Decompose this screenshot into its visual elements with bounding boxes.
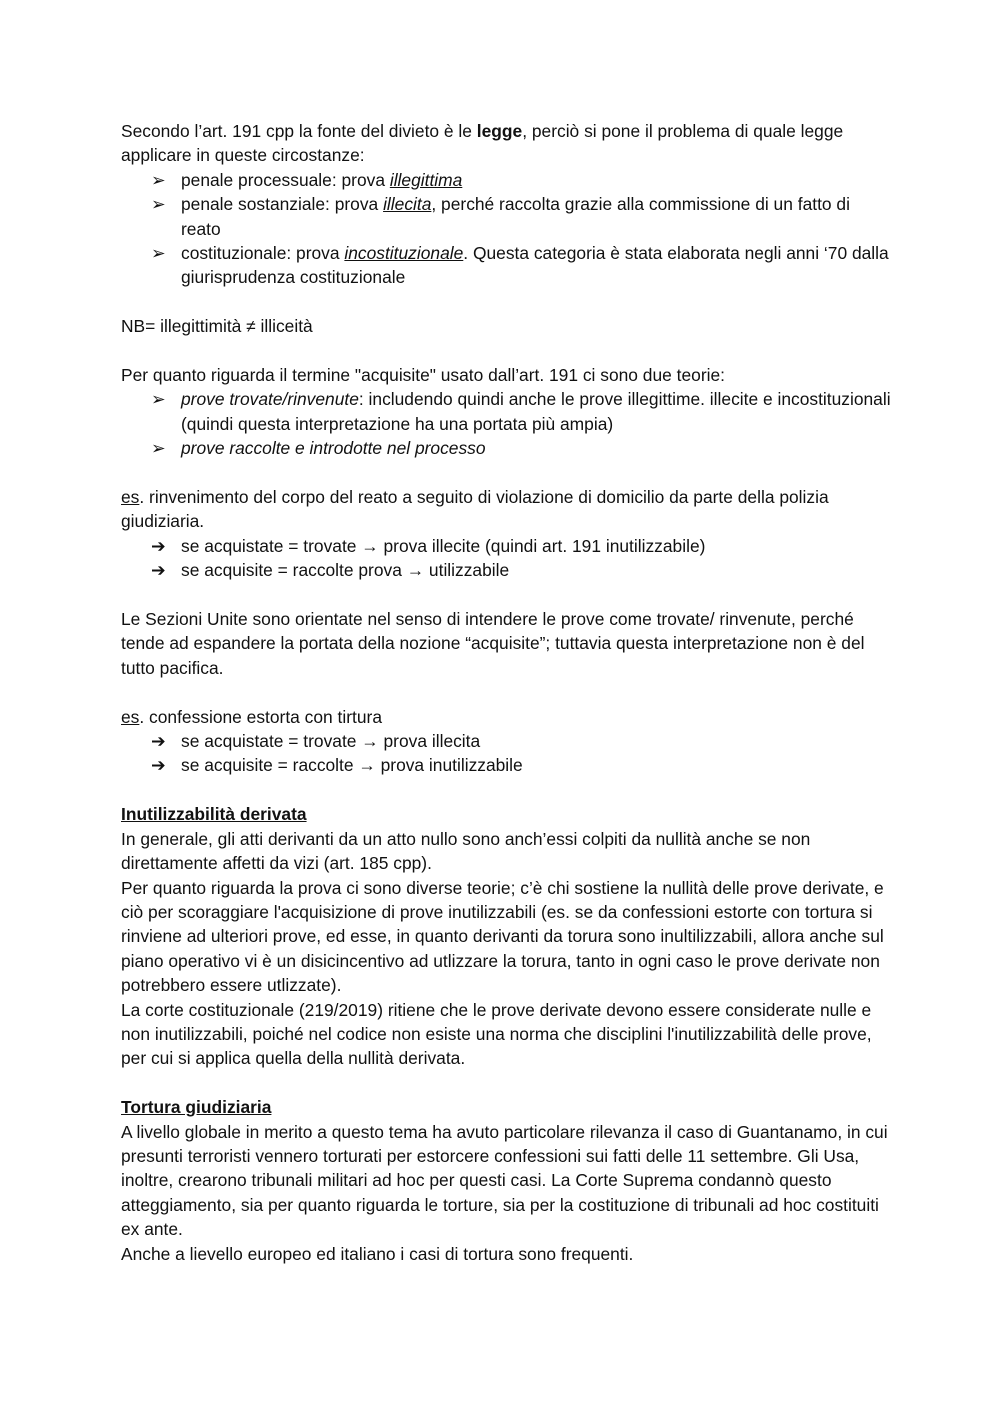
bold-legge: legge [476, 121, 523, 141]
arrowhead-bullet-icon: ➢ [151, 438, 166, 459]
arrow-list-example-2 [121, 729, 891, 778]
list-item: ➔ se acquisite = raccolte prova → utilizzabile [121, 558, 891, 582]
bullet-list-theories [121, 387, 891, 460]
paragraph-sezioni-unite: Le Sezioni Unite sono orientate nel senso di intendere le prove come trovate/ rinvenute, perché tende ad espandere la portata della nozione “acquisite”; tuttavia questa interpretazione non è del tutto pacifica. [121, 609, 865, 678]
bullet-list-categories [121, 168, 891, 290]
list-item: ➢ penale processuale: prova illegittima [121, 168, 891, 192]
paragraph: Anche a lievello europeo ed italiano i casi di tortura sono frequenti. [121, 1243, 634, 1264]
arrow-bullet-icon: ➔ [151, 755, 166, 776]
paragraph-intro: Secondo l’art. 191 cpp la fonte del divieto è le legge, perciò si pone il problema di quale legge applicare in queste circostanze: [121, 121, 844, 166]
arrowhead-bullet-icon: ➢ [151, 243, 166, 264]
section-heading: Tortura giudiziaria [121, 1097, 272, 1118]
arrowhead-bullet-icon: ➢ [151, 194, 166, 215]
paragraph: La corte costituzionale (219/2019) ritiene che le prove derivate devono essere considerate nulle e non inutilizzabili, poiché nel codice non esiste una norma che disciplini l'inutilizzabilità delle prove, per cui si applica quella della nullità derivata. [121, 999, 872, 1069]
list-item: ➔ se acquistate = trovate → prova illecite (quindi art. 191 inutilizzabile) [121, 534, 891, 558]
list-item: ➢ prove trovate/rinvenute: includendo quindi anche le prove illegittime. illecite e incostituzionali (quindi questa interpretazione ha una portata più ampia) [151, 389, 891, 434]
paragraph-acquisite: Per quanto riguarda il termine "acquisite" usato dall’art. 191 ci sono due teorie: [121, 365, 725, 386]
list-item: ➢ prove raccolte e introdotte nel processo [121, 436, 891, 460]
arrow-bullet-icon: ➔ [151, 560, 166, 581]
example-paragraph: es. confessione estorta con tirtura [121, 706, 383, 727]
document-page [121, 119, 891, 1266]
arrow-bullet-icon: ➔ [151, 731, 166, 752]
arrow-bullet-icon: ➔ [151, 535, 166, 556]
list-item: ➢ costituzionale: prova incostituzionale. Questa categoria è stata elaborata negli anni ‘70 dalla giurisprudenza costituzionale [151, 243, 889, 288]
arrowhead-bullet-icon: ➢ [151, 169, 166, 190]
paragraph: A livello globale in merito a questo tema ha avuto particolare rilevanza il caso di Guantanamo, in cui presunti terroristi vennero torturati per estorcere confessioni sui fatti delle 11 settembre. Gli Usa, inoltre, crearono tribunali militari ad hoc per questi casi. La Corte Suprema condannò questo atteggiamento, sia per quanto riguarda le torture, sia per la costituzione di tribunali ad hoc costituiti ex ante. [121, 1121, 888, 1240]
nb-note: NB= illegittimità ≠ illiceità [121, 316, 313, 337]
list-item: ➔ se acquistate = trovate → prova illecita [121, 729, 891, 753]
paragraph: Per quanto riguarda la prova ci sono diverse teorie; c’è chi sostiene la nullità delle prove derivate, e ciò per scoraggiare l'acquisizione di prove inutilizzabili (es. se da confessioni estorte con tortura si rinviene ad ulteriori prove, ed esse, in quanto derivanti da torura sono inultilizzabili, allora anche sul piano operativo vi è un disicincentivo ad utlizzare la torura, tanto in ogni caso le prove derivate non potrebbero essere utlizzate). [121, 877, 884, 996]
paragraph: In generale, gli atti derivanti da un atto nullo sono anch’essi colpiti da nullità anche se non direttamente affetti da vizi (art. 185 cpp). [121, 828, 811, 874]
section-heading: Inutilizzabilità derivata [121, 804, 307, 825]
arrowhead-bullet-icon: ➢ [151, 389, 166, 410]
list-item: ➢ penale sostanziale: prova illecita, perché raccolta grazie alla commissione di un fatto di reato [151, 194, 850, 239]
example-paragraph: es. rinvenimento del corpo del reato a seguito di violazione di domicilio da parte della polizia giudiziaria. [121, 487, 829, 532]
arrow-list-example-1 [121, 534, 891, 583]
list-item: ➔ se acquisite = raccolte → prova inutilizzabile [121, 753, 891, 777]
